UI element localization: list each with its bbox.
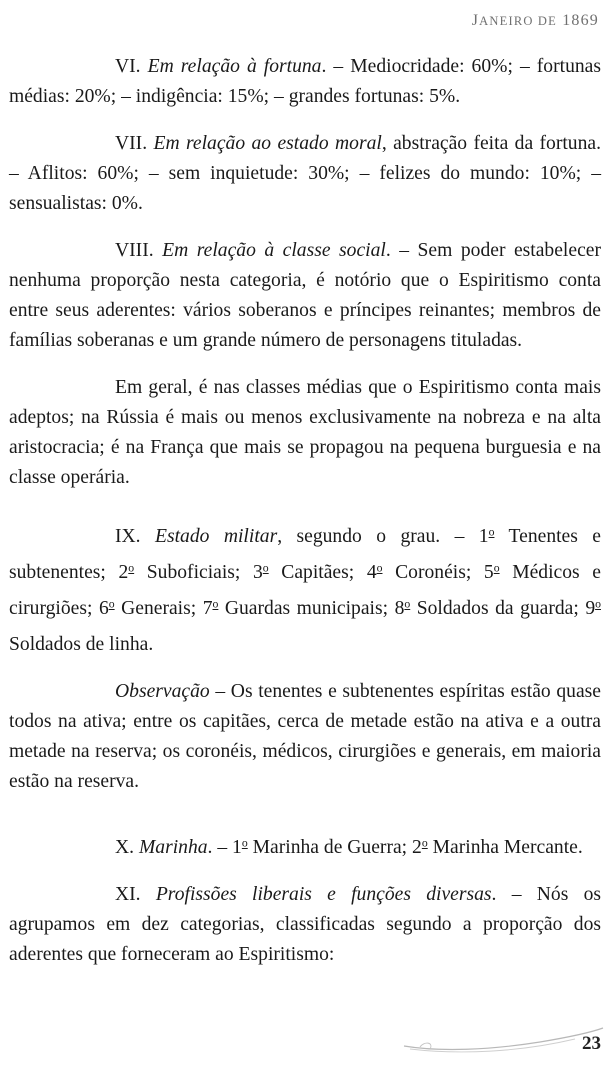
decorative-flourish <box>400 1026 605 1056</box>
header-initial: J <box>471 12 480 29</box>
section-text: . – <box>207 837 233 858</box>
rank-list: 1$^o$ Tenentes e subtenentes; 2$^o$ Suboficiais; 3$^o$ Capitães; 4$^o$ Coronéis; 5$^o$ Médicos e cirurgiões; 6$^o$ Generais; 7$^o$ Guardas municipais; 8$^o$ Soldados da guarda; 9$^o$ Soldados de linha. <box>9 525 601 655</box>
ordinal-mark: o <box>595 597 601 611</box>
section-number: VI. <box>115 56 141 77</box>
ordinal-mark: o <box>493 561 500 575</box>
section-vii <box>9 129 601 219</box>
section-label: Estado militar <box>155 526 278 547</box>
general-paragraph: Em geral, é nas classes médias que o Espiritismo conta mais adeptos; na Rússia é mais ou menos exclusivamente na nobreza e na alta aristocracia; é na França que mais se propagou na pequena burguesia e na classe operária. <box>9 377 601 488</box>
page-number: 23 <box>582 1033 601 1054</box>
section-number: X. <box>115 837 135 858</box>
observation-label: Observação <box>115 681 210 702</box>
section-text: , segundo o grau. – <box>277 526 479 547</box>
header-year: 1869 <box>562 12 599 29</box>
ordinal-mark: o <box>488 525 495 539</box>
section-number: XI. <box>115 884 141 905</box>
section-label: Marinha <box>138 837 208 858</box>
section-text: . – Nós os agrupamos em dez categorias, classificadas segundo a proporção dos aderentes que forneceram ao Espiritismo: <box>9 884 601 965</box>
header-month: ANEIRO DE <box>479 14 557 28</box>
section-vi <box>9 52 601 112</box>
section-number: VII. <box>115 133 148 154</box>
running-header <box>472 12 599 30</box>
section-viii <box>9 236 601 356</box>
ordinal-mark: o <box>376 561 383 575</box>
navy-list: 1$^o$ Marinha de Guerra; 2$^o$ Marinha Mercante. <box>232 836 583 858</box>
ordinal-mark: o <box>262 561 269 575</box>
ordinal-mark: o <box>212 597 219 611</box>
ordinal-mark: o <box>421 836 428 850</box>
section-label: Em relação à fortuna <box>147 56 322 77</box>
section-number: IX. <box>115 526 141 547</box>
section-label: Profissões liberais e funções diversas <box>155 884 492 905</box>
ordinal-mark: o <box>128 561 135 575</box>
section-text: . – Mediocridade: 60%; – fortunas médias: 20%; – indigência: 15%; – grandes fortunas: 5%. <box>9 56 601 107</box>
section-text: , abstração feita da fortuna. – Aflitos: 60%; – sem inquietude: 30%; – felizes do mundo: 10%; – sensualistas: 0%. <box>9 133 601 214</box>
section-number: VIII. <box>115 240 154 261</box>
ordinal-mark: o <box>404 597 411 611</box>
section-x <box>9 833 601 863</box>
section-label: Em relação ao estado moral <box>153 133 382 154</box>
ordinal-mark: o <box>108 597 115 611</box>
section-label: Em relação à classe social <box>162 240 386 261</box>
section-text: . – Sem poder estabelecer nenhuma proporção nesta categoria, é notório que o Espiritismo conta entre seus aderentes: vários soberanos e príncipes reinantes; membros de famílias soberanas e um grande número de personagens tituladas. <box>9 240 601 351</box>
section-ix <box>9 519 601 663</box>
observation-text: – Os tenentes e subtenentes espíritas estão quase todos na ativa; entre os capitães, cerca de metade estão na ativa e a outra metade na reserva; os coronéis, médicos, cirurgiões e generais, em maioria estão na reserva. <box>9 681 601 792</box>
ordinal-mark: o <box>241 836 248 850</box>
observation-paragraph <box>9 677 601 797</box>
page-body <box>9 52 601 970</box>
section-xi <box>9 880 601 970</box>
